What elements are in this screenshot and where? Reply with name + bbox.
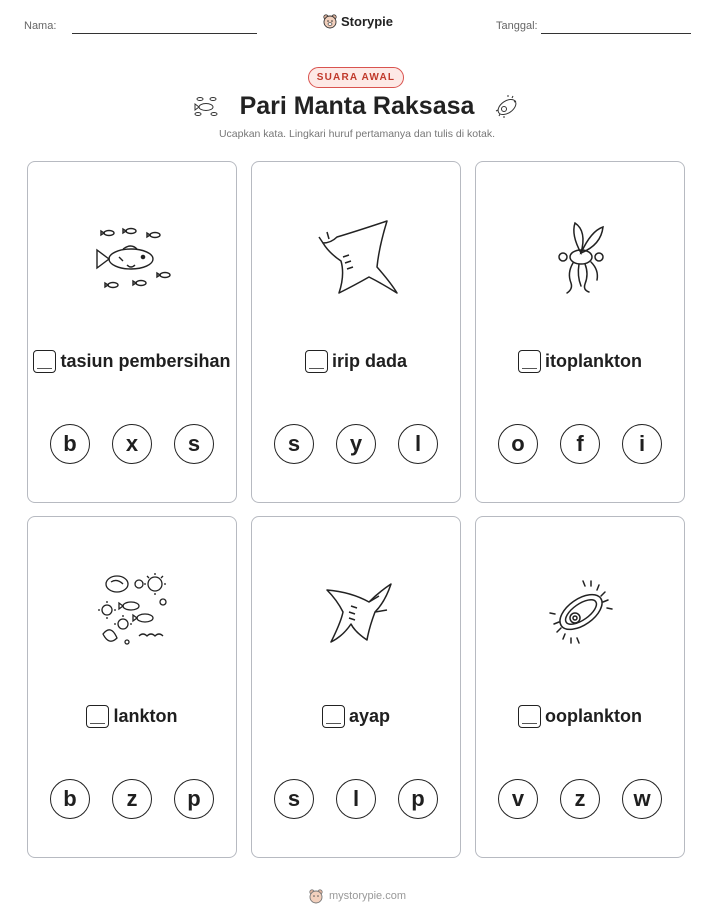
word-card [475,516,685,858]
answer-box[interactable] [33,350,56,373]
manta-wing-icon [307,572,407,652]
date-label: Tanggal: [496,20,538,32]
word-card [27,161,237,503]
letter-choice[interactable]: b [50,779,90,819]
zooplankton-icon [531,572,631,652]
date-field[interactable] [541,33,691,34]
answer-box[interactable] [322,705,345,728]
letter-choice[interactable]: s [174,424,214,464]
letter-choice[interactable]: l [398,424,438,464]
letter-choice[interactable]: s [274,779,314,819]
word-rest: irip dada [331,351,407,371]
word-card [251,516,461,858]
instruction-text: Ucapkan kata. Lingkari huruf pertamanya dan tulis di kotak. [218,128,496,140]
letter-choice[interactable]: z [560,779,600,819]
word-rest: tasiun pembersihan [60,351,231,371]
word-card [251,161,461,503]
fish-school-icon [83,217,183,297]
letter-choice[interactable]: p [398,779,438,819]
answer-box[interactable] [86,705,109,728]
category-badge: SUARA AWAL [308,67,404,88]
word-row [28,350,236,373]
letter-choice[interactable]: i [622,424,662,464]
answer-box[interactable] [518,350,541,373]
letter-choice[interactable]: p [174,779,214,819]
letter-choice[interactable]: w [622,779,662,819]
word-row [252,350,460,373]
word-row [476,705,684,728]
word-row [252,705,460,728]
page-title: Pari Manta Raksasa [239,92,475,120]
word-rest: itoplankton [545,351,642,371]
letter-choice[interactable]: s [274,424,314,464]
letter-choice[interactable]: o [498,424,538,464]
manta-ray-icon [307,217,407,297]
letter-choices [28,424,236,464]
letter-choices [252,779,460,819]
letter-choices [28,779,236,819]
letter-choice[interactable]: v [498,779,538,819]
letter-choice[interactable]: y [336,424,376,464]
phytoplankton-icon [531,217,631,297]
name-label: Nama: [24,20,57,32]
word-card [27,516,237,858]
footer [308,888,406,904]
word-card [475,161,685,503]
logo-text: Storypie [341,13,394,29]
letter-choice[interactable]: z [112,779,152,819]
footer-link[interactable]: mystorypie.com [329,890,407,902]
letter-choices [476,779,684,819]
letter-choice[interactable]: x [112,424,152,464]
bear-icon [322,13,338,29]
letter-choices [252,424,460,464]
bear-icon [308,888,324,904]
word-rest: lankton [113,706,178,726]
letter-choice[interactable]: f [560,424,600,464]
letter-choice[interactable]: b [50,424,90,464]
zooplankton-icon [494,94,520,120]
name-field[interactable] [72,33,257,34]
word-row [28,705,236,728]
word-row [476,350,684,373]
answer-box[interactable] [305,350,328,373]
plankton-icon [83,572,183,652]
word-rest: ooplankton [545,706,642,726]
answer-box[interactable] [518,705,541,728]
letter-choices [476,424,684,464]
storypie-logo [322,13,393,29]
letter-choice[interactable]: l [336,779,376,819]
word-rest: ayap [348,706,391,726]
